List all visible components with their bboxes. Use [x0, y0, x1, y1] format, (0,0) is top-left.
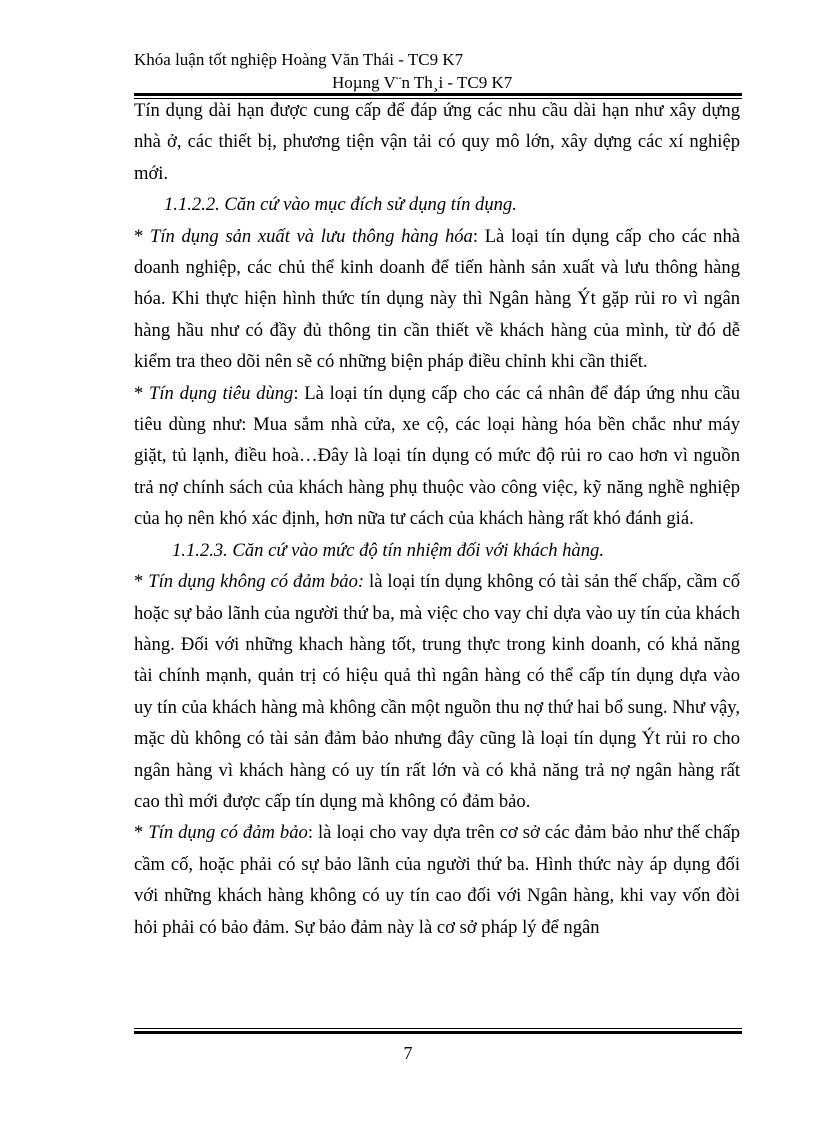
paragraph: [134, 221, 740, 378]
section-heading: 1.1.2.2. Căn cứ vào mục đích sử dụng tín dụng.: [164, 194, 517, 216]
paragraph: Tín dụng dài hạn được cung cấp để đáp ứng các nhu cầu dài hạn như xây dựng nhà ở, các thiết bị, phương tiện vận tải có quy mô lớn, xây dựng các xí nghiệp mới.: [134, 100, 740, 184]
body-text: [134, 95, 740, 943]
footer-rule: [134, 1028, 742, 1034]
paragraph-text: là loại tín dụng không có tài sản thế chấp, cầm cố hoặc sự bảo lãnh của người thứ ba, mà việc cho vay chỉ dựa vào uy tín của khách hàng. Đối với những khach hàng tốt, trung thực trong kinh doanh, có khả năng tài chính mạnh, quản trị có hiệu quả thì ngân hàng có thể cấp tín dụng dựa vào uy tín của khách hàng mà không cần một nguồn thu nợ thứ hai bổ sung. Như vậy, mặc dù không có tài sản đảm bảo nhưng đây cũng là loại tín dụng Ýt rủi ro cho ngân hàng vì khách hàng có uy tín rất lớn và có khả năng trả nợ ngân hàng rất cao thì mới được cấp tín dụng mà không có đảm bảo.: [134, 571, 740, 812]
paragraph: [134, 817, 740, 943]
paragraph-text: : Là loại tín dụng cấp cho các cá nhân để đáp ứng nhu cầu tiêu dùng như: Mua sắm nhà cửa, xe cộ, các loại hàng hóa bền chắc như máy giặt, tủ lạnh, điều hoà…Đây là loại tín dụng có mức độ rủi ro cao hơn vì nguồn trả nợ chính sách của khách hàng phụ thuộc vào công việc, kỹ năng nghề nghiệp của họ nên khó xác định, hơn nữa tư cách của khách hàng rất khó đánh giá.: [134, 382, 741, 530]
term-label: Tín dụng không có đảm bảo:: [148, 571, 365, 593]
bullet-marker: *: [134, 822, 149, 844]
bullet-marker: *: [134, 382, 150, 404]
page-header: [134, 48, 744, 94]
page-number: 7: [403, 1043, 413, 1063]
term-label: Tín dụng tiêu dùng: [149, 382, 294, 404]
header-title: Khóa luận tốt nghiệp Hoàng Văn Thái - TC9 K7: [134, 50, 464, 69]
paragraph-text: : là loại cho vay dựa trên cơ sở các đảm bảo như thế chấp cầm cố, hoặc phải có sự bảo lãnh của người thứ ba. Hình thức này áp dụng đối với những khách hàng không có uy tín cao đối với Ngân hàng, khi vay vốn đòi hỏi phải có bảo đảm. Sự bảo đảm này là cơ sở pháp lý để ngân: [134, 822, 740, 938]
term-label: Tín dụng sản xuất và lưu thông hàng hóa: [149, 225, 473, 247]
bullet-marker: *: [134, 225, 150, 247]
paragraph: [134, 566, 740, 817]
paragraph-text: : Là loại tín dụng cấp cho các nhà doanh nghiệp, các chủ thể kinh doanh để tiến hành sản xuất và lưu thông hàng hóa. Khi thực hiện hình thức tín dụng này thì Ngân hàng Ýt gặp rủi ro vì ngân hàng hầu như có đầy đủ thông tin cần thiết về khách hàng của mình, từ đó dễ kiểm tra theo dõi nên sẽ có những biện pháp điều chỉnh khi cần thiết.: [134, 225, 741, 373]
paragraph: [134, 378, 740, 535]
bullet-marker: *: [134, 571, 149, 593]
term-label: Tín dụng có đảm bảo: [148, 822, 308, 844]
header-author: Hoµng V¨n Th¸i - TC9 K7: [332, 73, 513, 92]
section-heading: 1.1.2.3. Căn cứ vào mức độ tín nhiệm đối với khách hàng.: [172, 539, 604, 561]
